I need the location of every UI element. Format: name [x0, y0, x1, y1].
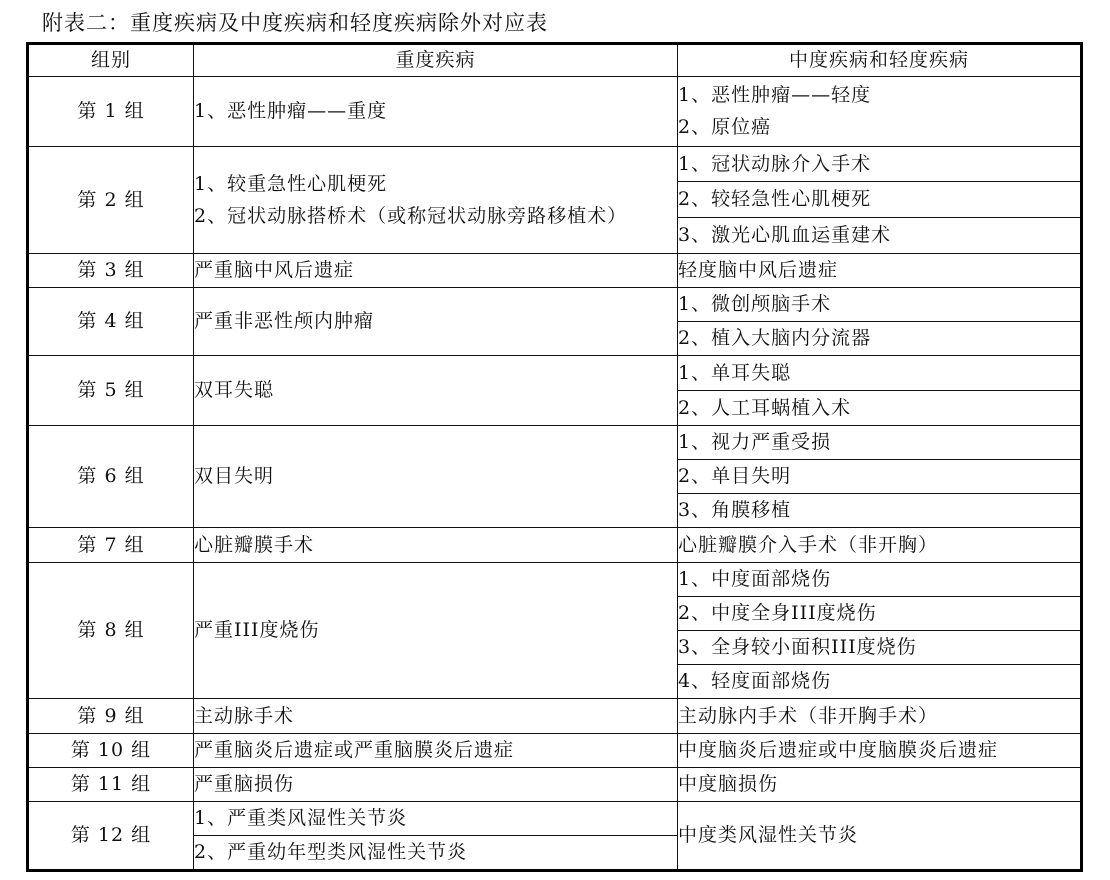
severe-cell: 严重III度烧伤	[194, 563, 678, 699]
table-row	[28, 768, 1082, 802]
severe-cell: 严重脑炎后遗症或严重脑膜炎后遗症	[194, 734, 678, 768]
table-header-row	[28, 44, 1082, 77]
severe-cell: 1、严重类风湿性关节炎	[194, 802, 678, 836]
table-row	[28, 426, 1082, 460]
severe-item: 1、恶性肿瘤——重度	[194, 100, 388, 123]
table-row	[28, 254, 1082, 288]
document-title: 附表二：重度疾病及中度疾病和轻度疾病除外对应表	[42, 11, 548, 35]
group-cell: 第 12 组	[28, 802, 194, 871]
group-cell: 第 1 组	[28, 77, 194, 147]
severe-cell: 双耳失聪	[194, 356, 678, 426]
moderate-cell: 2、植入大脑内分流器	[678, 322, 1082, 356]
moderate-cell: 1、中度面部烧伤	[678, 563, 1082, 597]
severe-cell: 心脏瓣膜手术	[194, 528, 678, 563]
moderate-cell: 1、冠状动脉介入手术	[678, 147, 1082, 182]
moderate-cell: 1、微创颅脑手术	[678, 288, 1082, 322]
table-row	[28, 563, 1082, 597]
group-cell: 第 4 组	[28, 288, 194, 356]
moderate-cell: 2、人工耳蜗植入术	[678, 391, 1082, 426]
moderate-cell: 2、较轻急性心肌梗死	[678, 182, 1082, 218]
severe-cell: 双目失明	[194, 426, 678, 528]
moderate-cell: 1、单耳失聪	[678, 356, 1082, 391]
moderate-cell: 心脏瓣膜介入手术（非开胸）	[678, 528, 1082, 563]
group-cell: 第 3 组	[28, 254, 194, 288]
moderate-cell: 4、轻度面部烧伤	[678, 665, 1082, 699]
severe-cell: 主动脉手术	[194, 699, 678, 734]
group-cell: 第 11 组	[28, 768, 194, 802]
table-row	[28, 288, 1082, 322]
table-row	[28, 802, 1082, 836]
moderate-cell: 2、单目失明	[678, 460, 1082, 494]
severe-cell: 严重脑中风后遗症	[194, 254, 678, 288]
moderate-cell: 中度脑炎后遗症或中度脑膜炎后遗症	[678, 734, 1082, 768]
severe-cell: 严重脑损伤	[194, 768, 678, 802]
group-cell: 第 6 组	[28, 426, 194, 528]
severe-item: 2、冠状动脉搭桥术（或称冠状动脉旁路移植术）	[194, 204, 628, 227]
severe-cell	[194, 77, 678, 147]
group-cell: 第 10 组	[28, 734, 194, 768]
table-row	[28, 77, 1082, 147]
group-cell: 第 7 组	[28, 528, 194, 563]
table-row	[28, 528, 1082, 563]
table-row	[28, 356, 1082, 391]
severe-item: 1、较重急性心肌梗死	[194, 172, 388, 195]
moderate-cell: 中度类风湿性关节炎	[678, 802, 1082, 871]
header-moderate: 中度疾病和轻度疾病	[678, 44, 1082, 77]
group-cell: 第 9 组	[28, 699, 194, 734]
moderate-cell: 主动脉内手术（非开胸手术）	[678, 699, 1082, 734]
moderate-cell: 3、全身较小面积III度烧伤	[678, 631, 1082, 665]
moderate-cell: 轻度脑中风后遗症	[678, 254, 1082, 288]
severe-cell: 严重非恶性颅内肿瘤	[194, 288, 678, 356]
moderate-cell: 2、中度全身III度烧伤	[678, 597, 1082, 631]
severe-cell	[194, 147, 678, 254]
header-group: 组别	[28, 44, 194, 77]
header-severe: 重度疾病	[194, 44, 678, 77]
moderate-cell: 中度脑损伤	[678, 768, 1082, 802]
group-cell: 第 8 组	[28, 563, 194, 699]
moderate-cell: 3、激光心肌血运重建术	[678, 218, 1082, 254]
moderate-cell: 3、角膜移植	[678, 494, 1082, 528]
table-row	[28, 147, 1082, 182]
moderate-item: 1、恶性肿瘤——轻度	[678, 84, 872, 107]
table-row	[28, 734, 1082, 768]
moderate-cell: 1、视力严重受损	[678, 426, 1082, 460]
severe-cell: 2、严重幼年型类风湿性关节炎	[194, 836, 678, 871]
correspondence-table	[26, 42, 1083, 872]
moderate-item: 2、原位癌	[678, 116, 772, 138]
group-cell: 第 2 组	[28, 147, 194, 254]
table-row	[28, 699, 1082, 734]
group-cell: 第 5 组	[28, 356, 194, 426]
moderate-cell	[678, 77, 1082, 147]
